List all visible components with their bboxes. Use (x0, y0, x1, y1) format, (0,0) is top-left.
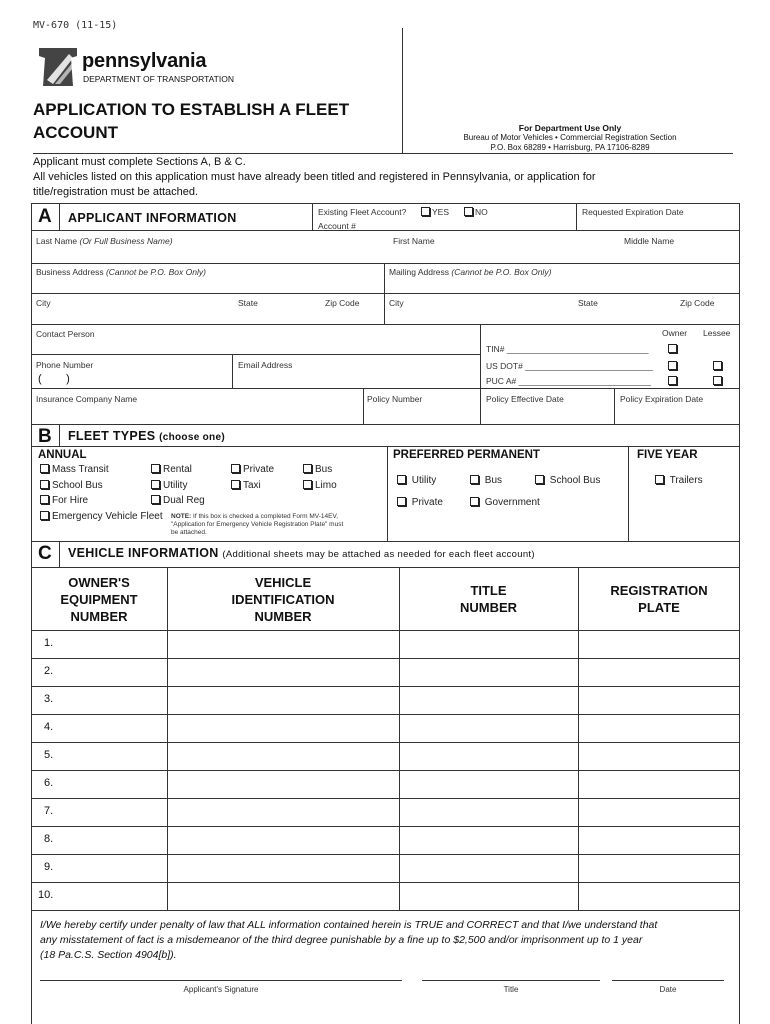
title-number-cell[interactable] (399, 770, 578, 798)
section-a-bottom (31, 424, 740, 425)
col-title-number: TITLE NUMBER (459, 583, 518, 615)
private-option[interactable]: Private (231, 464, 274, 475)
policy-effective-field[interactable]: Policy Effective Date (486, 394, 564, 404)
title-number-cell[interactable] (399, 854, 578, 882)
middle-name-field[interactable]: Middle Name (624, 236, 675, 246)
table-row-number: 10. (38, 889, 54, 901)
equipment-number-cell[interactable] (59, 770, 167, 798)
section-c-note: (Additional sheets may be attached as needed for each fleet account) (222, 549, 535, 560)
owner-label: Owner (662, 328, 688, 338)
section-a-letter-divider (59, 203, 60, 230)
section-b-note: (choose one) (159, 432, 225, 443)
table-row-number: 1. (44, 637, 54, 649)
intro-line3: title/registration must be attached. (33, 186, 199, 198)
signature-label: Applicant's Signature (183, 985, 259, 994)
emergency-fleet-option[interactable]: Emergency Vehicle Fleet (40, 511, 163, 522)
usdot-owner-checkbox[interactable] (668, 361, 677, 370)
equipment-number-cell[interactable] (59, 630, 167, 658)
title-label: Title (503, 985, 519, 994)
contact-person-field[interactable]: Contact Person (36, 329, 95, 339)
zip-field[interactable]: Zip Code (325, 298, 360, 308)
puc-owner-checkbox[interactable] (668, 376, 677, 385)
a-row-line (31, 230, 740, 231)
registration-plate-cell[interactable] (578, 630, 740, 658)
emergency-note: NOTE: If this box is checked a completed Form MV-14EV, "Application for Emergency Vehicle Registration Plate" must be attached. (171, 513, 344, 536)
equipment-number-cell[interactable] (59, 742, 167, 770)
date-label: Date (659, 985, 677, 994)
vin-cell[interactable] (167, 882, 399, 910)
header-divider (402, 28, 403, 154)
date-line[interactable] (612, 980, 724, 981)
a-row-line (31, 354, 480, 355)
equipment-number-cell[interactable] (59, 686, 167, 714)
policy-expiration-field[interactable]: Policy Expiration Date (620, 394, 704, 404)
section-c-letter-divider (59, 541, 60, 567)
section-b-letter: B (38, 426, 52, 447)
bus-option[interactable]: Bus (303, 464, 332, 475)
section-c-title: VEHICLE INFORMATION (Additional sheets may be attached as needed for each fleet account) (68, 546, 535, 560)
a-row-line (31, 263, 740, 264)
a-divider-ins1 (363, 388, 364, 424)
c-title-line (31, 567, 740, 568)
utility-option[interactable]: Utility (151, 480, 187, 491)
intro-line1: Applicant must complete Sections A, B & C. (33, 156, 246, 168)
registration-plate-cell[interactable] (578, 770, 740, 798)
title-number-cell[interactable] (399, 686, 578, 714)
a-row-line (31, 293, 740, 294)
registration-plate-cell[interactable] (578, 742, 740, 770)
table-row-number: 6. (44, 777, 54, 789)
vin-cell[interactable] (167, 742, 399, 770)
state-field[interactable]: State (238, 298, 258, 308)
section-b-title: FLEET TYPES (choose one) (68, 429, 225, 443)
tin-owner-checkbox[interactable] (668, 344, 677, 353)
table-row-number: 5. (44, 749, 54, 761)
a-divider-phone (232, 354, 233, 388)
a-divider-2 (576, 203, 577, 230)
pp-private-option[interactable]: Private (397, 497, 443, 508)
section-b-letter-divider (59, 424, 60, 446)
equipment-number-cell[interactable] (59, 854, 167, 882)
vin-cell[interactable] (167, 714, 399, 742)
certification-text: I/We hereby certify under penalty of law that ALL information contained herein is TRUE and CORRECT and that I/we understand that any misstatement of fact is a misdemeanor of the third degree punishable by a fine up to $2,500 and/or imprisonment up to 1 year (18 Pa.C.S. Section 4904[b]). (40, 919, 658, 961)
b-divider-2 (628, 446, 629, 541)
equipment-number-cell[interactable] (59, 826, 167, 854)
existing-no-label: NO (475, 207, 488, 217)
signature-line[interactable] (40, 980, 402, 981)
table-row-number: 4. (44, 721, 54, 733)
title-number-cell[interactable] (399, 742, 578, 770)
first-name-field[interactable]: First Name (393, 236, 435, 246)
form-title-2: ACCOUNT (33, 123, 118, 142)
business-address-field[interactable]: Business Address (Cannot be P.O. Box Only) (36, 267, 206, 277)
usdot-field[interactable]: US DOT# ___________________________ (486, 361, 653, 371)
email-field[interactable]: Email Address (238, 360, 293, 370)
b-divider-1 (387, 446, 388, 541)
annual-heading: ANNUAL (38, 449, 87, 461)
a-row-line (31, 388, 740, 389)
title-number-cell[interactable] (399, 826, 578, 854)
five-year-heading: FIVE YEAR (637, 449, 698, 461)
registration-plate-cell[interactable] (578, 714, 740, 742)
dual-reg-option[interactable]: Dual Reg (151, 495, 205, 506)
a-divider-ins2 (480, 388, 481, 424)
city-field[interactable]: City (36, 298, 51, 308)
intro-line2: All vehicles listed on this application must have already been titled and registered in Pennsylvania, or application for (33, 171, 596, 183)
section-a-title: APPLICANT INFORMATION (68, 211, 237, 225)
title-number-cell[interactable] (399, 882, 578, 910)
policy-number-field[interactable]: Policy Number (367, 394, 423, 404)
table-row-number: 3. (44, 693, 54, 705)
table-bottom (31, 910, 740, 911)
vin-cell[interactable] (167, 658, 399, 686)
logo-dept: DEPARTMENT OF TRANSPORTATION (83, 74, 234, 84)
pa-keystone-logo (33, 46, 83, 88)
mailing-address-field[interactable]: Mailing Address (Cannot be P.O. Box Only) (389, 267, 552, 277)
trailers-option[interactable]: Trailers (655, 475, 703, 486)
limo-option[interactable]: Limo (303, 480, 337, 491)
last-name-field[interactable]: Last Name (Or Full Business Name) (36, 236, 173, 246)
mailing-city-field[interactable]: City (389, 298, 404, 308)
lessee-label: Lessee (703, 328, 731, 338)
vin-cell[interactable] (167, 854, 399, 882)
equipment-number-cell[interactable] (59, 798, 167, 826)
puc-lessee-checkbox[interactable] (713, 376, 722, 385)
section-a-letter: A (38, 206, 52, 227)
form-code: MV-670 (11-15) (33, 20, 118, 31)
pp-utility-option[interactable]: Utility (397, 475, 436, 486)
taxi-option[interactable]: Taxi (231, 480, 261, 491)
rental-option[interactable]: Rental (151, 464, 192, 475)
col-owners-equipment-number: OWNER'S EQUIPMENT NUMBER (60, 575, 138, 624)
school-bus-option[interactable]: School Bus (40, 480, 103, 491)
mailing-address-note: (Cannot be P.O. Box Only) (451, 267, 552, 277)
requested-expiration-field[interactable]: Requested Expiration Date (582, 207, 684, 217)
table-row-number: 8. (44, 833, 54, 845)
equipment-number-cell[interactable] (59, 882, 167, 910)
registration-plate-cell[interactable] (578, 686, 740, 714)
mailing-zip-field[interactable]: Zip Code (680, 298, 715, 308)
registration-plate-cell[interactable] (578, 882, 740, 910)
b-title-line (31, 446, 740, 447)
col-vin: VEHICLE IDENTIFICATION NUMBER (231, 575, 335, 624)
last-name-note: (Or Full Business Name) (79, 236, 173, 246)
account-number-field[interactable]: Account # ___________________________ (318, 221, 486, 231)
table-row-number: 7. (44, 805, 54, 817)
pp-bus-option[interactable]: Bus (470, 475, 502, 486)
registration-plate-cell[interactable] (578, 826, 740, 854)
dept-use-line1: Bureau of Motor Vehicles • Commercial Registration Section (463, 133, 677, 142)
section-b-bottom (31, 541, 740, 542)
equipment-number-cell[interactable] (59, 658, 167, 686)
existing-fleet-label: Existing Fleet Account? (318, 207, 407, 217)
registration-plate-cell[interactable] (578, 798, 740, 826)
section-c-letter: C (38, 543, 52, 564)
registration-plate-cell[interactable] (578, 854, 740, 882)
title-number-cell[interactable] (399, 798, 578, 826)
vin-cell[interactable] (167, 798, 399, 826)
business-address-note: (Cannot be P.O. Box Only) (105, 267, 206, 277)
usdot-lessee-checkbox[interactable] (713, 361, 722, 370)
title-number-cell[interactable] (399, 658, 578, 686)
title-number-cell[interactable] (399, 630, 578, 658)
dept-use-line2: P.O. Box 68289 • Harrisburg, PA 17106-8289 (490, 143, 650, 152)
table-row-number: 9. (44, 861, 54, 873)
vin-cell[interactable] (167, 770, 399, 798)
a-divider-ins3 (614, 388, 615, 424)
existing-yes-label: YES (432, 207, 450, 217)
phone-area-code[interactable]: ( ) (38, 373, 70, 385)
vin-cell[interactable] (167, 826, 399, 854)
preferred-heading: PREFERRED PERMANENT (393, 449, 540, 461)
puc-field[interactable]: PUC A# ____________________________ (486, 376, 651, 386)
existing-yes-checkbox[interactable] (421, 207, 430, 216)
mailing-state-field[interactable]: State (578, 298, 598, 308)
vin-cell[interactable] (167, 686, 399, 714)
form-title-1: APPLICATION TO ESTABLISH A FLEET (33, 100, 350, 119)
insurance-company-field[interactable]: Insurance Company Name (36, 394, 138, 404)
pp-school-bus-option[interactable]: School Bus (535, 475, 600, 486)
logo-name: pennsylvania (82, 50, 207, 72)
dept-use-heading: For Department Use Only (518, 123, 622, 133)
equipment-number-cell[interactable] (59, 714, 167, 742)
pp-government-option[interactable]: Government (470, 497, 540, 508)
a-divider-tin (480, 324, 481, 388)
tin-field[interactable]: TIN# ______________________________ (486, 344, 649, 354)
title-number-cell[interactable] (399, 714, 578, 742)
table-row-number: 2. (44, 665, 54, 677)
existing-no-checkbox[interactable] (464, 207, 473, 216)
phone-field[interactable]: Phone Number (36, 360, 94, 370)
a-row-line (31, 324, 740, 325)
a-divider-1 (312, 203, 313, 230)
for-hire-option[interactable]: For Hire (40, 495, 88, 506)
vin-cell[interactable] (167, 630, 399, 658)
title-line[interactable] (422, 980, 600, 981)
header-rule (33, 153, 733, 154)
col-registration-plate: REGISTRATION PLATE (610, 583, 708, 615)
mass-transit-option[interactable]: Mass Transit (40, 464, 109, 475)
registration-plate-cell[interactable] (578, 658, 740, 686)
